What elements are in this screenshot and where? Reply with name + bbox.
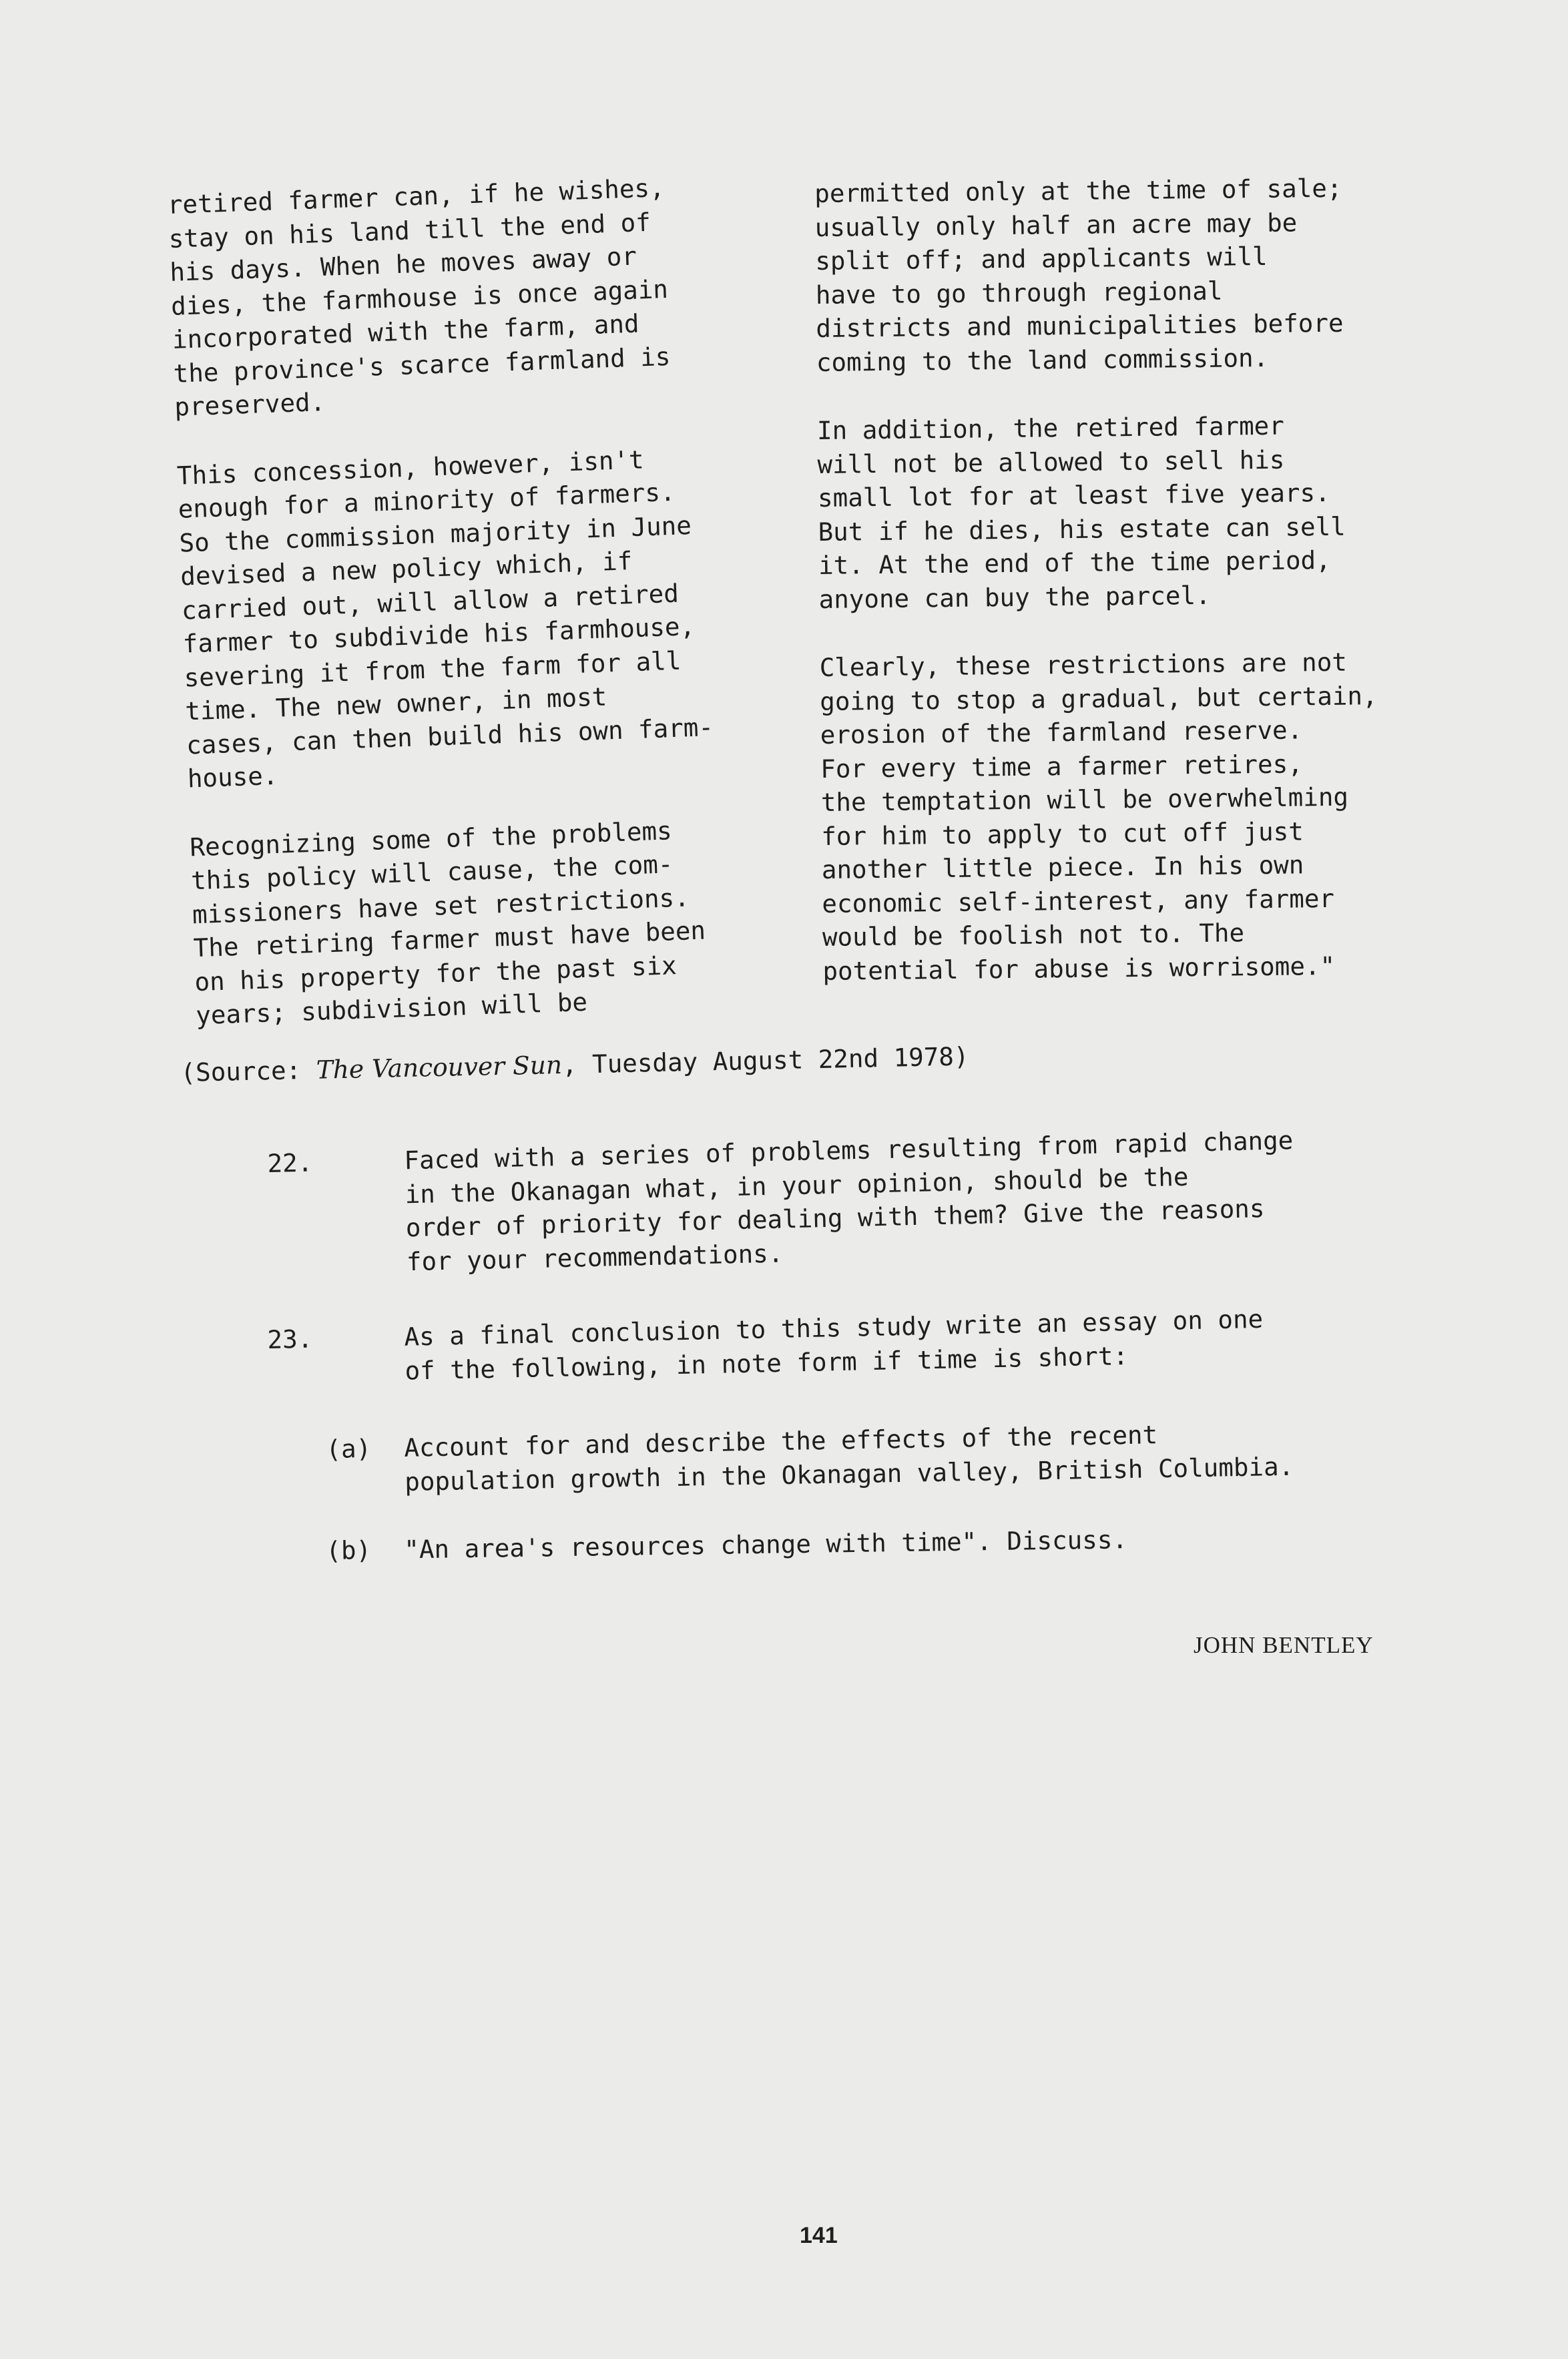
sub-question-text: "An area's resources change with time". Discuss. (404, 1525, 1128, 1565)
left-paragraph-1: retired farmer can, if he wishes, stay on his land till the end of his days. When he moves away or dies, the farmhouse is once again incorporated with the farm, and the province's scarce farmland is preserved. (167, 172, 672, 422)
sub-question-text: Account for and describe the effects of the recent population growth in the Okanagan valley, British Columbia. (404, 1420, 1294, 1497)
question-number: 22. (267, 1147, 313, 1178)
sub-question-label: (b) (326, 1535, 372, 1565)
source-prefix: (Source: (180, 1055, 317, 1087)
page-number: 141 (800, 2223, 838, 2248)
author-name: JOHN BENTLEY (1194, 1632, 1374, 1658)
right-paragraph-2: In addition, the retired farmer will not be allowed to sell his small lot for at least five years. But if he dies, his estate can sell it. At the end of the time period, anyone can buy the parcel. (816, 411, 1346, 614)
sub-question-label: (a) (326, 1433, 372, 1464)
right-paragraph-1: permitted only at the time of sale; usually only half an acre may be split off; and applicants will have to go through regional districts and municipalities before coming to the land commission. (814, 173, 1344, 377)
left-column (167, 166, 824, 1067)
question-number: 23. (267, 1324, 313, 1354)
right-paragraph-3: Clearly, these restrictions are not going to stop a gradual, but certain, erosion of the farmland reserve. For every time a farmer retires, the temptation will be overwhelming for him to apply to cut off just another little piece. In his own economic self-interest, any farmer would be foolish not to. The potential for abuse is worrisome." (819, 647, 1378, 986)
left-paragraph-3: Recognizing some of the problems this policy will cause, the com- missioners have set restrictions. The retiring farmer must have been on his property for the past six years; subdivision will be (189, 815, 706, 1031)
source-suffix: , Tuesday August 22nd 1978) (561, 1041, 969, 1080)
source-publication: The Vancouver Sun (316, 1050, 563, 1085)
left-paragraph-2: This concession, however, isn't enough for a minority of farmers. So the commission majority in June devised a new policy which, if carried out, will allow a retired farmer to subdivide his farmhouse, severing it from the farm for all time. The new owner, in most cases, can then build his own farm- house. (176, 444, 714, 794)
question-text: Faced with a series of problems resulting from rapid change in the Okanagan what, in your opinion, should be the order of priority for dealing with them? Give the reasons for your recommendations. (404, 1125, 1294, 1276)
question-text: As a final conclusion to this study write an essay on one of the following, in note form if time is short: (404, 1304, 1264, 1386)
right-column (814, 170, 1491, 1023)
